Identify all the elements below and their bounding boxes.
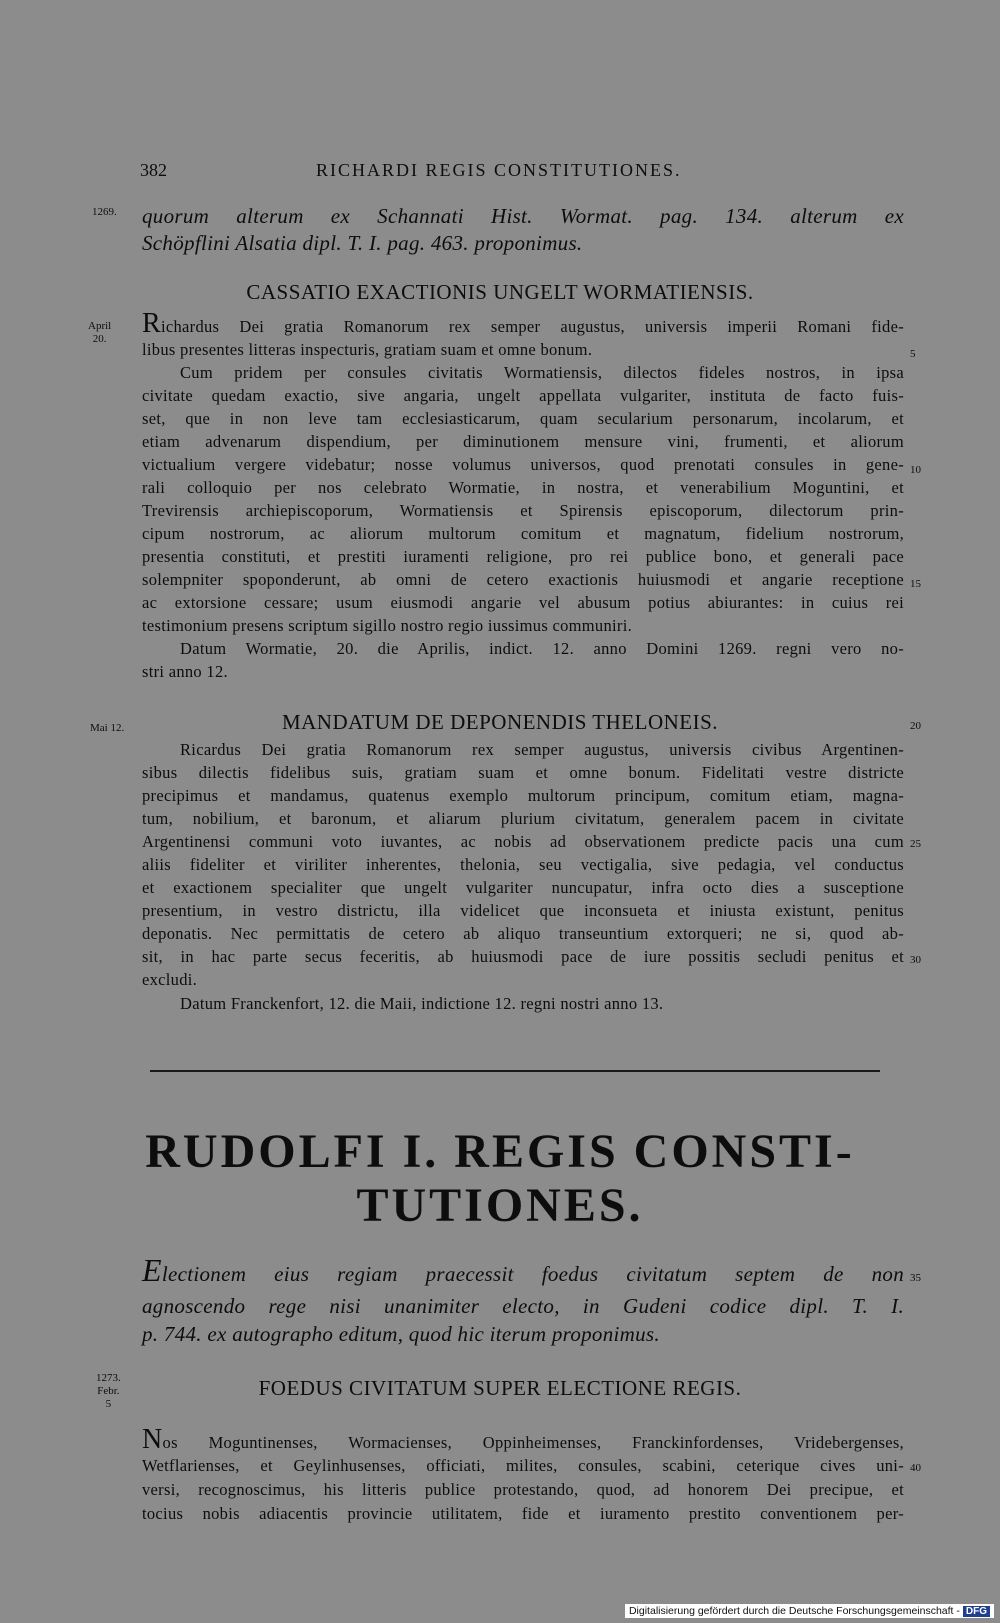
text-line: victualium vergere videbatur; nosse volumus universos, quod prenotati consules in gene- (142, 455, 904, 474)
text-line: Datum Franckenfort, 12. die Maii, indictione 12. regni nostri anno 13. (180, 994, 664, 1013)
text-line: deponatis. Nec permittatis de cetero ab aliquo transeuntium extorqueri; ne si, quod ab- (142, 924, 904, 943)
text-line: Ricardus Dei gratia Romanorum rex semper augustus, universis civibus Argentinen- (180, 740, 904, 759)
part-title: RUDOLFI I. REGIS CONSTI- (145, 1125, 855, 1178)
text-line-first: Nos Moguntinenses, Wormacienses, Oppinheimenses, Franckinfordenses, Vridebergenses, (142, 1424, 904, 1455)
text-line: et exactionem specialiter que ungelt vulgariter nuncupatur, infra octo dies a susceptione (142, 878, 904, 897)
intro-line: p. 744. ex autographo editum, quod hic iterum proponimus. (142, 1322, 660, 1346)
drop-capital: N (142, 1424, 163, 1455)
part-title: TUTIONES. (356, 1179, 644, 1232)
text-line-first: Richardus Dei gratia Romanorum rex semper augustus, universis imperii Romani fide- (142, 308, 904, 339)
digitization-footer (625, 1604, 994, 1618)
text-line: civitate quedam exactio, sive angaria, ungelt appellata vulgariter, instituta de facto fuis- (142, 386, 904, 405)
margin-date: 1273. Febr. 5 (96, 1372, 121, 1410)
text-line: stri anno 12. (142, 662, 228, 681)
text-line: Cum pridem per consules civitatis Wormatiensis, dilectos fideles nostros, in ipsa (180, 363, 904, 382)
text-line: sit, in hac parte secus feceritis, ab huiusmodi pace de iure possitis secludi penitus et (142, 947, 904, 966)
drop-capital: E (142, 1252, 162, 1288)
text-line: presentia constituti, et prestiti iuramenti religione, pro rei publice bono, et generali pace (142, 547, 904, 566)
text-line: tocius nobis adiacentis provincie utilitatem, fide et iuramento prestito conventionem per- (142, 1504, 904, 1523)
intro-line: agnoscendo rege nisi unanimiter electo, in Gudeni codice dipl. T. I. (142, 1294, 904, 1318)
line-number: 25 (910, 838, 921, 850)
text-line: testimonium presens scriptum sigillo nostro regio iussimus communiri. (142, 616, 633, 635)
footer-text: Digitalisierung gefördert durch die Deutsche Forschungsgemeinschaft - (628, 1605, 960, 1617)
margin-year: 1269. (92, 206, 117, 218)
text-line: tum, nobilium, et baronum, et aliarum plurium civitatum, generalem pacem in civitate (142, 809, 904, 828)
dfg-logo: DFG (963, 1606, 990, 1617)
text-line: Wetflarienses, et Geylinhusenses, officiati, milites, consules, scabini, ceterique cives uni- (142, 1456, 904, 1475)
line-number: 40 (910, 1462, 921, 1474)
text-line: versi, recognoscimus, his litteris publice protestando, quod, ad honorem Dei precipue, et (142, 1480, 904, 1499)
text-line: etiam advenarum dispendium, per diminutionem mensure vini, frumenti, et aliorum (142, 432, 904, 451)
margin-date: Mai 12. (90, 722, 125, 734)
section-heading: CASSATIO EXACTIONIS UNGELT WORMATIENSIS. (246, 280, 754, 304)
text-line: ac extorsione cessare; usum eiusmodi angarie vel abusum potius abiurantes: in cuius rei (142, 593, 904, 612)
text-line: precipimus et mandamus, quatenus exemplo multorum principum, comitum etiam, magna- (142, 786, 904, 805)
text-line: cipum nostrorum, ac aliorum multorum comitum et magnatum, fidelium nostrorum, (142, 524, 904, 543)
running-title: RICHARDI REGIS CONSTITUTIONES. (316, 160, 682, 180)
text-line: Trevirensis archiepiscoporum, Wormatiensis et Spirensis episcoporum, dilectorum prin- (142, 501, 904, 520)
text-line: sibus dilectis fidelibus suis, gratiam suam et omne bonum. Fidelitati vestre districte (142, 763, 904, 782)
text-line: set, que in non leve tam ecclesiasticarum, quam secularium personarum, incolarum, et (142, 409, 904, 428)
margin-date: April 20. (88, 320, 112, 345)
line-number: 15 (910, 578, 921, 590)
drop-capital: R (142, 308, 161, 339)
text-line: Argentinensi communi voto iuvantes, ac nobis ad observationem predicte pacis una cum (142, 832, 904, 851)
text-line: excludi. (142, 970, 198, 989)
section-separator (150, 1070, 880, 1072)
text-line: Datum Wormatie, 20. die Aprilis, indict. 12. anno Domini 1269. regni vero no- (180, 639, 904, 658)
text-line: rali colloquio per nos celebrato Wormatie, in nostra, et venerabilium Moguntini, et (142, 478, 904, 497)
line-number: 35 (910, 1272, 921, 1284)
intro-line-first: Electionem eius regiam praecessit foedus civitatum septem de non (142, 1252, 904, 1288)
section-heading: FOEDUS CIVITATUM SUPER ELECTIONE REGIS. (258, 1376, 742, 1400)
text-line: libus presentes litteras inspecturis, gratiam suam et omne bonum. (142, 340, 593, 359)
line-number: 20 (910, 720, 921, 732)
line-number: 5 (910, 348, 916, 360)
line-number: 10 (910, 464, 921, 476)
line-number: 30 (910, 954, 921, 966)
text-line: aliis fideliter et viriliter inherentes, thelonia, seu vectigalia, sive pedagia, vel conductus (142, 855, 904, 874)
page-number: 382 (140, 160, 167, 180)
intro-line: Schöpflini Alsatia dipl. T. I. pag. 463. proponimus. (142, 231, 583, 255)
intro-line: quorum alterum ex Schannati Hist. Wormat. pag. 134. alterum ex (142, 204, 904, 228)
text-line: solempniter spoponderunt, ab omni de cetero exactionis huiusmodi et angarie receptione (142, 570, 904, 589)
section-heading: MANDATUM DE DEPONENDIS THELONEIS. (281, 710, 719, 734)
text-line: presentium, in vestro districtu, illa videlicet que inconsueta et iniusta existunt, penitus (142, 901, 904, 920)
